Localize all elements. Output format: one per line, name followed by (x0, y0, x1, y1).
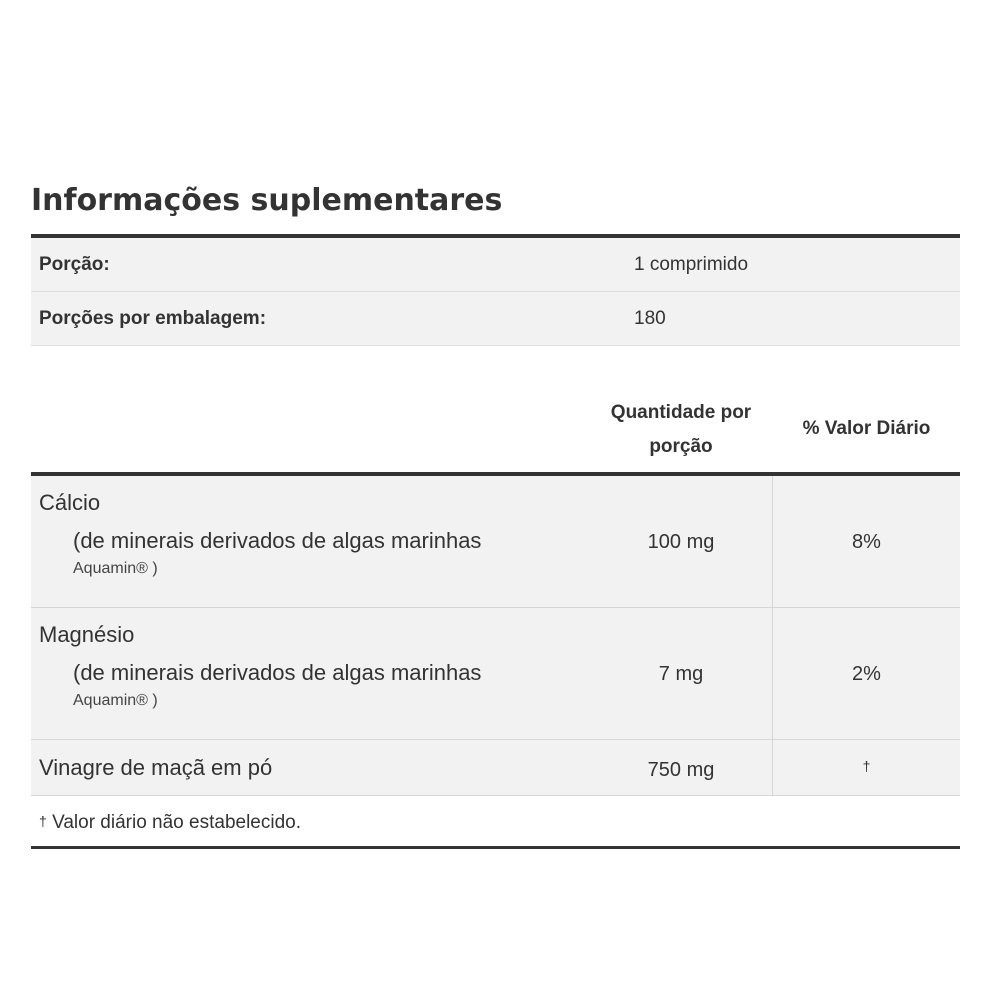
nutrient-daily-value: 2% (852, 663, 881, 685)
servings-per-container-label: Porções por embalagem: (39, 308, 267, 329)
nutrient-row-apple-cider-vinegar (31, 740, 960, 796)
nutrient-amount: 750 mg (647, 759, 715, 781)
nutrient-row-magnesium (31, 608, 960, 740)
nutrient-name: Magnésio (39, 622, 135, 647)
serving-size-value: 1 comprimido (634, 254, 749, 275)
footnote-row (31, 796, 960, 846)
nutrient-source: (de minerais derivados de algas marinhas (73, 528, 482, 553)
servings-per-container-row (31, 292, 960, 346)
amount-header-line-2: porção (649, 436, 713, 457)
nutrient-daily-value: 8% (852, 531, 881, 553)
nutrient-name: Cálcio (39, 490, 101, 515)
nutrient-brand: Aquamin® ) (73, 560, 158, 577)
footnote-dagger: † (39, 813, 47, 829)
footnote (39, 796, 301, 848)
servings-per-container-value: 180 (634, 308, 666, 329)
amount-header-line-1: Quantidade por (610, 402, 752, 423)
footnote-text: Valor diário não estabelecido. (52, 812, 301, 833)
nutrient-table-header (31, 386, 960, 472)
nutrient-amount: 7 mg (658, 663, 704, 685)
nutrient-amount: 100 mg (647, 531, 715, 553)
supplement-facts-panel (31, 176, 960, 849)
daily-value-header: % Valor Diário (802, 418, 931, 439)
serving-size-label: Porção: (39, 254, 110, 275)
nutrient-row-calcium (31, 476, 960, 608)
serving-size-row (31, 238, 960, 292)
nutrient-brand: Aquamin® ) (73, 692, 158, 709)
panel-title: Informações suplementares (31, 183, 503, 218)
nutrient-name: Vinagre de maçã em pó (39, 755, 273, 780)
nutrient-daily-value: † (862, 758, 871, 774)
nutrient-source: (de minerais derivados de algas marinhas (73, 660, 482, 685)
amount-per-serving-header (591, 396, 771, 464)
